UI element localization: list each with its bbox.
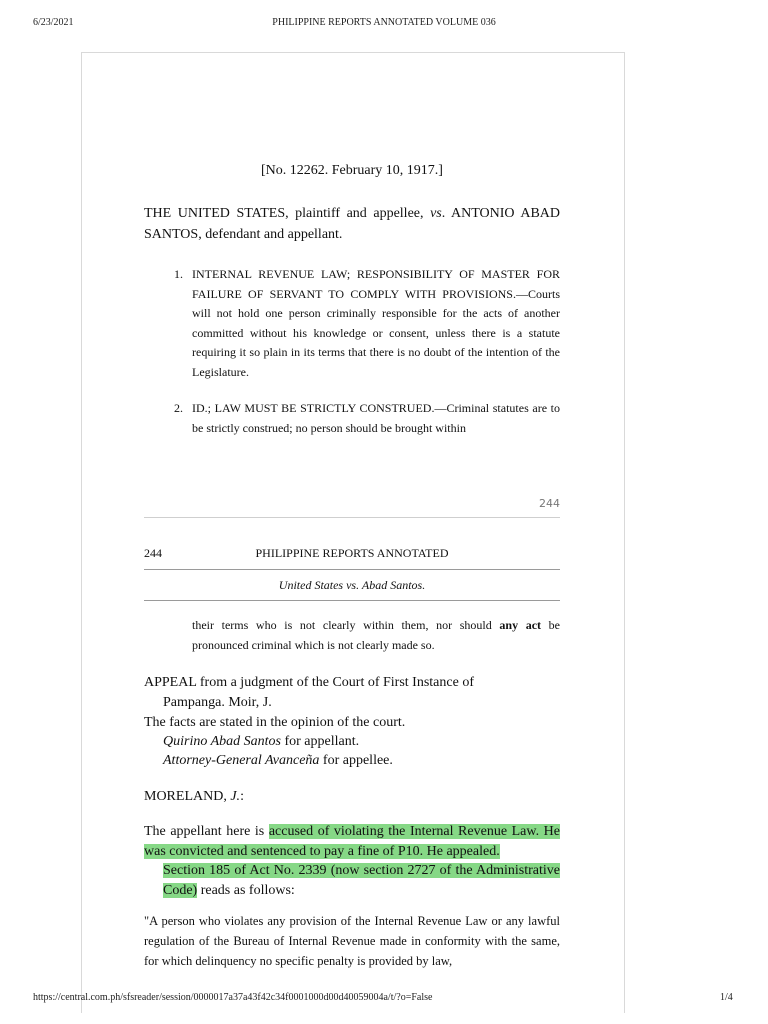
header-rule-bottom [144,600,560,601]
running-case-title: United States vs. Abad Santos. [278,578,426,592]
page-divider [144,517,560,518]
opinion-paragraph-2 [144,861,560,900]
appeal-statement [144,673,560,713]
highlight-accused[interactable]: accused of violating the Internal Revenue Law. He was convicted and sentenced to pay a fine of P10. He appealed. [144,824,560,859]
counsel-appellee [163,751,393,771]
syllabus-number-2: 2. [174,401,183,415]
case-parties [144,203,560,245]
document-page [81,52,625,1013]
page-folio-bottom: 244 [539,497,560,510]
author-colon: : [240,789,244,804]
opinion-p2-text: reads as follows: [197,882,295,898]
syllabus-item-1: INTERNAL REVENUE LAW; RESPONSIBILITY OF MASTER FOR FAILURE OF SERVANT TO COMPLY WITH PROVISIONS.—Courts will not hold one person criminally responsible for the acts of another committed without his knowledge or consent, unless there is a statute requiring it so plain in its terms that there is no doubt of the intention of the Legislature. [192,267,560,379]
header-rule-top [144,569,560,570]
counsel-appellee-role: for appellee. [319,753,393,768]
syllabus-continuation [192,615,560,655]
highlight-section[interactable]: Section 185 of Act No. 2339 (now section 2727 of the Administrative Code) [163,863,560,898]
counsel-appellant [163,732,359,752]
running-header-page-number: 244 [144,546,162,560]
opinion-author [144,787,244,807]
counsel-appellee-name: Attorney-General Avanceña [163,753,320,768]
author-title: J. [230,789,241,804]
print-url: https://central.com.ph/sfsreader/session/0000017a37a43f42c34f0001000d00d40059004a/t/?o=False [33,992,433,1003]
appeal-line-2: Pampanga. Moir, J. [163,695,272,710]
syllabus-number-1: 1. [174,267,183,281]
continuation-text-a: their terms who is not clearly within them, nor should [192,618,500,632]
print-date: 6/23/2021 [33,17,74,28]
facts-statement: The facts are stated in the opinion of the court. [144,715,406,730]
statute-quote: "A person who violates any provision of the Internal Revenue Law or any lawful regulation of the Bureau of Internal Revenue made in conformity with the same, for which delinquency no specific penalty is provided by law, [144,914,560,968]
continuation-bold: any act [499,618,542,632]
opinion-p1-text: The appellant here is [144,824,269,839]
appeal-line-1: APPEAL from a judgment of the Court of First Instance of [144,675,474,690]
parties-plaintiff: THE UNITED STATES, plaintiff and appellee, [144,206,431,221]
counsel-appellant-name: Quirino Abad Santos [163,734,281,749]
continuation-text-b: be pronounced criminal which is not clearly made so. [192,618,560,652]
counsel-appellant-role: for appellant. [280,734,360,749]
running-header-title: PHILIPPINE REPORTS ANNOTATED [255,546,449,560]
print-page-count: 1/4 [720,992,733,1003]
syllabus-item-2: ID.; LAW MUST BE STRICTLY CONSTRUED.—Criminal statutes are to be strictly construed; no person should be brought within [192,401,560,435]
parties-defendant: . ANTONIO ABAD SANTOS, defendant and appellant. [144,206,560,242]
case-number: [No. 12262. February 10, 1917.] [261,163,443,178]
opinion-paragraph-1 [144,822,560,861]
versus-label: vs [430,206,442,221]
author-name: MORELAND, [144,789,231,804]
print-page-title: PHILIPPINE REPORTS ANNOTATED VOLUME 036 [272,17,496,28]
opinion-body [144,822,560,900]
